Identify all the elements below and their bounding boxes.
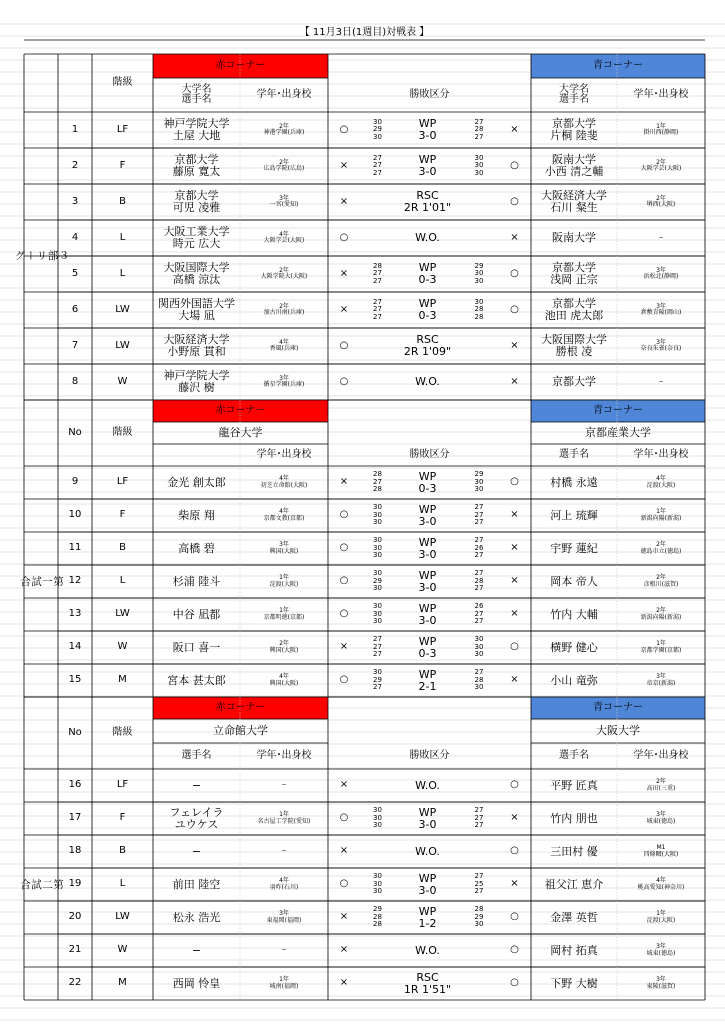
red-result-mark: × <box>339 977 349 989</box>
red-grade-school: 3年 一宮(愛知) <box>269 194 299 208</box>
red-player: − <box>191 844 202 858</box>
red-result-mark: × <box>339 845 349 857</box>
blue-player: 宇野 蓮紀 <box>550 541 598 555</box>
weight-class: L <box>119 267 126 279</box>
bout-number: 10 <box>68 509 82 521</box>
red-player: 前田 陸空 <box>172 877 221 891</box>
blue-result-mark: ○ <box>510 779 519 791</box>
red-grade-school: 4年 京都文教(京都) <box>263 508 305 522</box>
red-player: 大阪経済大学 小野原 貫和 <box>163 333 230 358</box>
red-result-mark: ○ <box>339 339 349 351</box>
blue-grade-school: 2年 高田(三重) <box>646 778 676 792</box>
red-grade-school: 1年 京都明徳(京都) <box>263 607 305 621</box>
red-grade-school: − <box>281 847 287 855</box>
blue-judge-scores: 30 30 30 <box>474 153 484 177</box>
blue-result-mark: ○ <box>510 944 519 956</box>
decision-method: W.O. <box>415 231 440 245</box>
blue-player-header: 選手名 <box>559 448 589 460</box>
blue-corner-label: 青コーナー <box>593 701 643 713</box>
red-player: 柴原 翔 <box>178 508 215 522</box>
bout-number: 20 <box>68 911 82 923</box>
weight-class: B <box>119 542 126 554</box>
weight-class: LF <box>116 779 129 791</box>
blue-team-name: 大阪大学 <box>596 724 640 738</box>
page-title: 【 11月3日(1週目)対戦表 】 <box>299 27 430 39</box>
red-player: 京都大学 可児 凌雅 <box>172 189 221 214</box>
red-judge-scores: 30 30 30 <box>373 503 382 527</box>
blue-result-mark: × <box>510 339 519 351</box>
decision-method: RSC 2R 1'01" <box>403 189 452 214</box>
blue-judge-scores: 27 28 27 <box>474 117 484 141</box>
red-player: 中谷 凪都 <box>172 607 221 621</box>
blue-player: 下野 大樹 <box>550 976 598 990</box>
red-player-header: 選手名 <box>181 749 212 761</box>
decision-method: WP 0-3 <box>418 297 437 322</box>
blue-grade-school: 2年 新潟向陽(新潟) <box>640 607 682 621</box>
red-grade-school: 2年 興国(大阪) <box>269 640 299 654</box>
red-player: 京都大学 藤原 寛太 <box>172 153 221 178</box>
red-judge-scores <box>360 835 395 868</box>
blue-judge-scores: 29 30 30 <box>474 261 484 285</box>
decision-method: W.O. <box>415 844 440 858</box>
weight-class: LW <box>115 339 130 351</box>
blue-player: 村橋 永遠 <box>550 475 598 489</box>
red-player: 宮本 甚太郎 <box>167 673 226 687</box>
red-grade-school: 1年 名古屋工学院(愛知) <box>257 811 311 825</box>
red-grade-school: 2年 加古川南(兵庫) <box>263 302 305 316</box>
red-player: 関西外国語大学 大場 凪 <box>158 297 235 322</box>
decision-method: WP 3-0 <box>418 871 437 897</box>
blue-corner-label: 青コーナー <box>593 59 643 71</box>
result-type-header: 勝敗区分 <box>409 448 450 460</box>
blue-result-mark: ○ <box>510 303 519 315</box>
red-grade-school: 2年 神港学園(兵庫) <box>263 122 305 136</box>
blue-player-header: 選手名 <box>559 749 589 761</box>
bout-number: 6 <box>71 303 79 315</box>
weight-class: M <box>118 977 127 989</box>
red-judge-scores: 30 29 27 <box>373 668 382 692</box>
blue-grade-school: M1 四條畷(大阪) <box>643 844 679 858</box>
bout-number: 22 <box>68 977 82 989</box>
blue-grade-school: − <box>658 233 664 241</box>
decision-method: WP 3-0 <box>418 117 437 142</box>
red-grade-school: − <box>281 781 287 789</box>
red-grade-school: 2年 広島学院(広島) <box>263 158 305 172</box>
blue-player: 金澤 英哲 <box>550 910 598 924</box>
decision-method: RSC 2R 1'09" <box>403 333 452 358</box>
decision-method: WP 3-0 <box>418 535 437 561</box>
bout-number: 4 <box>71 231 79 243</box>
blue-judge-scores: 27 28 30 <box>474 668 484 692</box>
red-player: 高橋 碧 <box>178 541 215 555</box>
weight-class: W <box>117 944 128 956</box>
red-player: 金光 創太郎 <box>167 475 226 489</box>
red-player: 神戸学院大学 土屋 大地 <box>163 117 230 142</box>
blue-result-mark: × <box>510 878 519 890</box>
red-grade-school: 3年 東福岡(福岡) <box>266 910 302 924</box>
blue-player: 阪南大学 小西 清之輔 <box>544 153 604 178</box>
bout-number: 12 <box>68 575 82 587</box>
red-judge-scores: 30 30 30 <box>373 806 382 830</box>
blue-judge-scores: 27 28 27 <box>474 569 484 593</box>
blue-player: 京都大学 片桐 陸斐 <box>550 117 598 142</box>
decision-method: W.O. <box>415 375 440 389</box>
blue-judge-scores <box>460 184 498 220</box>
red-corner-label: 赤コーナー <box>215 701 266 713</box>
blue-player: 竹内 朋也 <box>550 811 598 825</box>
red-result-mark: × <box>339 159 349 171</box>
red-result-mark: × <box>339 911 349 923</box>
blue-judge-scores <box>460 364 498 400</box>
no-header: No <box>68 726 82 738</box>
red-judge-scores: 30 29 30 <box>373 569 382 593</box>
blue-grade-school: 2年 大阪学芸(大阪) <box>640 158 682 172</box>
blue-grade-school: − <box>658 377 664 385</box>
red-judge-scores: 30 30 30 <box>373 872 382 896</box>
league-section-label: ３ 部 リ ー グ <box>13 250 70 262</box>
blue-grade-school: 2年 堺西(大阪) <box>646 194 676 208</box>
red-judge-scores: 28 27 28 <box>373 470 382 494</box>
red-result-mark: × <box>339 476 349 488</box>
blue-judge-scores: 27 26 27 <box>474 536 484 560</box>
decision-method: WP 3-0 <box>418 502 437 528</box>
result-type-header: 勝敗区分 <box>409 749 450 761</box>
bout-number: 1 <box>71 123 79 135</box>
bout-number: 11 <box>68 542 82 554</box>
weight-class: F <box>119 509 126 521</box>
red-judge-scores <box>360 220 395 256</box>
red-judge-scores: 30 30 30 <box>373 536 382 560</box>
weight-class: LW <box>115 303 130 315</box>
bout-number: 5 <box>71 267 79 279</box>
blue-result-mark: ○ <box>510 159 519 171</box>
blue-judge-scores: 28 29 30 <box>474 905 484 929</box>
blue-player: 竹内 大輔 <box>550 607 598 621</box>
red-judge-scores <box>360 328 395 364</box>
blue-player: 横野 健心 <box>550 640 598 654</box>
blue-judge-scores: 30 28 28 <box>474 297 484 321</box>
bout-number: 18 <box>68 845 82 857</box>
blue-judge-scores: 27 25 27 <box>474 872 484 896</box>
blue-univ-player-header: 大学名 選手名 <box>559 83 589 105</box>
bout-number: 17 <box>68 812 82 824</box>
decision-method: WP 3-0 <box>418 153 437 178</box>
blue-result-mark: ○ <box>510 476 519 488</box>
red-result-mark: ○ <box>339 375 349 387</box>
red-corner-label: 赤コーナー <box>215 404 266 416</box>
red-player: − <box>191 943 202 957</box>
blue-grade-header: 学年･出身校 <box>633 749 689 761</box>
blue-grade-header: 学年･出身校 <box>633 88 689 100</box>
red-player: 西岡 怜皇 <box>172 976 221 990</box>
decision-method: WP 1-2 <box>418 904 437 930</box>
blue-judge-scores <box>460 934 498 967</box>
blue-judge-scores <box>460 220 498 256</box>
bout-number: 13 <box>68 608 82 620</box>
blue-judge-scores <box>460 328 498 364</box>
blue-judge-scores <box>460 769 498 802</box>
bout-number: 8 <box>71 375 79 387</box>
blue-result-mark: ○ <box>510 845 519 857</box>
bout-number: 7 <box>71 339 79 351</box>
result-type-header: 勝敗区分 <box>409 88 450 100</box>
red-judge-scores <box>360 769 395 802</box>
bout-number: 21 <box>68 944 82 956</box>
blue-grade-school: 2年 徳島市立(徳島) <box>640 541 682 555</box>
red-player: 神戸学院大学 藤沢 樹 <box>163 369 230 394</box>
decision-method: WP 2-1 <box>418 667 437 693</box>
blue-player: 小山 竜弥 <box>550 673 598 687</box>
blue-result-mark: × <box>510 575 519 587</box>
red-judge-scores: 28 27 27 <box>373 261 382 285</box>
red-player: 大阪国際大学 高橋 涼汰 <box>163 261 230 286</box>
red-player: − <box>191 778 202 792</box>
red-judge-scores: 27 27 27 <box>373 635 382 659</box>
decision-method: WP 3-0 <box>418 805 437 831</box>
blue-judge-scores: 27 27 27 <box>474 503 484 527</box>
blue-grade-school: 1年 新潟向陽(新潟) <box>640 508 682 522</box>
blue-player: 三田村 優 <box>550 844 598 858</box>
decision-method: W.O. <box>415 943 440 957</box>
red-player: フェレイラ ユウケス <box>169 805 224 831</box>
blue-result-mark: ○ <box>510 267 519 279</box>
blue-grade-school: 3年 城東(徳島) <box>646 943 676 957</box>
red-team-name: 立命館大学 <box>213 724 268 738</box>
weight-class: LW <box>115 608 130 620</box>
red-univ-player-header: 大学名 選手名 <box>181 83 212 105</box>
blue-team-name: 京都産業大学 <box>585 426 651 440</box>
red-grade-header: 学年･出身校 <box>256 88 312 100</box>
red-judge-scores: 30 29 30 <box>373 117 382 141</box>
blue-result-mark: ○ <box>510 911 519 923</box>
bout-number: 15 <box>68 674 82 686</box>
decision-method: WP 3-0 <box>418 601 437 627</box>
blue-grade-school: 3年 奈良朱雀(奈良) <box>640 338 682 352</box>
blue-grade-school: 1年 淀渡(大阪) <box>646 910 676 924</box>
blue-player: 阪南大学 <box>552 231 596 245</box>
weight-class: F <box>119 812 126 824</box>
blue-result-mark: × <box>510 375 519 387</box>
red-result-mark: × <box>339 303 349 315</box>
bout-number: 19 <box>68 878 82 890</box>
blue-grade-school: 4年 淀渡(大阪) <box>646 475 676 489</box>
red-grade-school: 4年 大阪学芸(大阪) <box>263 230 305 244</box>
blue-player: 祖父江 恵介 <box>544 877 604 891</box>
blue-player: 岡本 帝人 <box>550 574 598 588</box>
red-result-mark: ○ <box>339 509 349 521</box>
red-grade-school: 4年 羽咋(石川) <box>269 877 299 891</box>
blue-result-mark: × <box>510 542 519 554</box>
class-header: 階級 <box>112 726 133 738</box>
blue-judge-scores: 27 27 27 <box>474 806 484 830</box>
red-judge-scores: 27 27 27 <box>373 297 382 321</box>
red-player: 杉浦 陸斗 <box>172 574 221 588</box>
weight-class: LF <box>116 476 129 488</box>
blue-result-mark: × <box>510 509 519 521</box>
decision-method: W.O. <box>415 778 440 792</box>
blue-player: 京都大学 浅岡 正宗 <box>550 261 598 286</box>
decision-method: RSC 1R 1'51" <box>403 970 452 996</box>
red-judge-scores <box>360 184 395 220</box>
blue-result-mark: ○ <box>510 195 519 207</box>
red-player: 大阪工業大学 時元 広大 <box>163 225 230 250</box>
red-judge-scores <box>360 364 395 400</box>
bout-number: 3 <box>71 195 79 207</box>
blue-grade-school: 1年 京都学園(京都) <box>640 640 682 654</box>
bout-number: 16 <box>68 779 82 791</box>
weight-class: LW <box>115 911 130 923</box>
blue-corner-label: 青コーナー <box>593 404 643 416</box>
blue-judge-scores: 29 30 30 <box>474 470 484 494</box>
red-grade-school: 4年 香風(兵庫) <box>269 338 299 352</box>
red-result-mark: × <box>339 779 349 791</box>
red-grade-school: 4年 興国(大阪) <box>269 673 299 687</box>
decision-method: WP 0-3 <box>418 634 437 660</box>
red-judge-scores <box>360 934 395 967</box>
red-grade-school: 4年 初芝立命館(大阪) <box>260 475 308 489</box>
red-grade-school: 2年 大阪学院大(大阪) <box>260 266 308 280</box>
match2-section-label: 第 二 試 合 <box>18 878 65 891</box>
red-grade-school: 3年 興国(大阪) <box>269 541 299 555</box>
blue-judge-scores: 26 27 27 <box>474 602 484 626</box>
blue-result-mark: ○ <box>510 977 519 989</box>
red-player: 阪口 喜一 <box>172 640 221 654</box>
weight-class: L <box>119 878 126 890</box>
red-result-mark: ○ <box>339 542 349 554</box>
red-result-mark: ○ <box>339 231 349 243</box>
blue-judge-scores <box>460 967 498 1000</box>
red-result-mark: × <box>339 944 349 956</box>
red-result-mark: ○ <box>339 123 349 135</box>
red-result-mark: ○ <box>339 575 349 587</box>
red-judge-scores: 27 27 27 <box>373 153 382 177</box>
red-result-mark: × <box>339 641 349 653</box>
red-result-mark: × <box>339 195 349 207</box>
weight-class: L <box>119 575 126 587</box>
red-judge-scores: 29 28 28 <box>373 905 382 929</box>
blue-grade-school: 2年 彦根川(滋賀) <box>643 574 679 588</box>
red-grade-header: 学年･出身校 <box>256 749 312 761</box>
blue-grade-school: 3年 帝京(新潟) <box>646 673 676 687</box>
blue-result-mark: × <box>510 812 519 824</box>
weight-class: B <box>119 195 126 207</box>
blue-grade-school: 3年 東陵(滋賀) <box>646 976 676 990</box>
decision-method: WP 3-0 <box>418 568 437 594</box>
red-judge-scores: 30 30 30 <box>373 602 382 626</box>
red-grade-school: 3年 循星学園(兵庫) <box>263 374 305 388</box>
blue-result-mark: × <box>510 231 519 243</box>
red-result-mark: × <box>339 267 349 279</box>
blue-player: 京都大学 <box>552 375 596 389</box>
no-header: No <box>68 426 82 438</box>
red-player: 松永 浩光 <box>172 910 221 924</box>
red-result-mark: ○ <box>339 812 349 824</box>
red-grade-header: 学年･出身校 <box>256 448 312 460</box>
red-result-mark: ○ <box>339 674 349 686</box>
blue-grade-school: 3年 城東(徳島) <box>646 811 676 825</box>
blue-grade-school: 3年 浜松北(静岡) <box>643 266 679 280</box>
match1-section-label: 第 一 試 合 <box>18 575 65 588</box>
decision-method: WP 0-3 <box>418 261 437 286</box>
blue-result-mark: × <box>510 674 519 686</box>
weight-class: W <box>117 641 128 653</box>
red-judge-scores <box>360 967 395 1000</box>
bout-number: 14 <box>68 641 82 653</box>
blue-result-mark: × <box>510 123 519 135</box>
blue-judge-scores <box>460 835 498 868</box>
blue-player: 京都大学 池田 虎太郎 <box>544 297 604 322</box>
weight-class: B <box>119 845 126 857</box>
weight-class: F <box>119 159 126 171</box>
blue-player: 大阪経済大学 石川 粲生 <box>541 189 607 214</box>
blue-player: 平野 匠真 <box>550 778 598 792</box>
weight-class: W <box>117 375 128 387</box>
bout-number: 9 <box>71 476 79 488</box>
weight-class: L <box>119 231 126 243</box>
bout-number: 2 <box>71 159 79 171</box>
decision-method: WP 0-3 <box>418 469 437 495</box>
red-corner-label: 赤コーナー <box>215 59 266 71</box>
blue-grade-school: 4年 桃高愛知(神奈川) <box>637 877 685 891</box>
blue-player: 岡村 拓真 <box>550 943 598 957</box>
red-result-mark: ○ <box>339 608 349 620</box>
class-header: 階級 <box>112 426 133 438</box>
class-header: 階級 <box>112 76 133 88</box>
red-result-mark: ○ <box>339 878 349 890</box>
red-grade-school: − <box>281 946 287 954</box>
red-grade-school: 1年 淀渡(大阪) <box>269 574 299 588</box>
weight-class: M <box>118 674 127 686</box>
blue-judge-scores: 30 30 30 <box>474 635 484 659</box>
weight-class: LF <box>116 123 129 135</box>
blue-grade-header: 学年･出身校 <box>633 448 689 460</box>
red-grade-school: 1年 城南(福岡) <box>269 976 299 990</box>
blue-result-mark: × <box>510 608 519 620</box>
blue-grade-school: 1年 掛川西(静岡) <box>643 122 679 136</box>
blue-grade-school: 3年 倉敷青陵(岡山) <box>640 302 682 316</box>
blue-result-mark: ○ <box>510 641 519 653</box>
red-team-name: 龍谷大学 <box>218 426 263 440</box>
blue-player: 大阪国際大学 勝根 凌 <box>541 333 607 358</box>
blue-player: 河上 琉輝 <box>550 508 598 522</box>
